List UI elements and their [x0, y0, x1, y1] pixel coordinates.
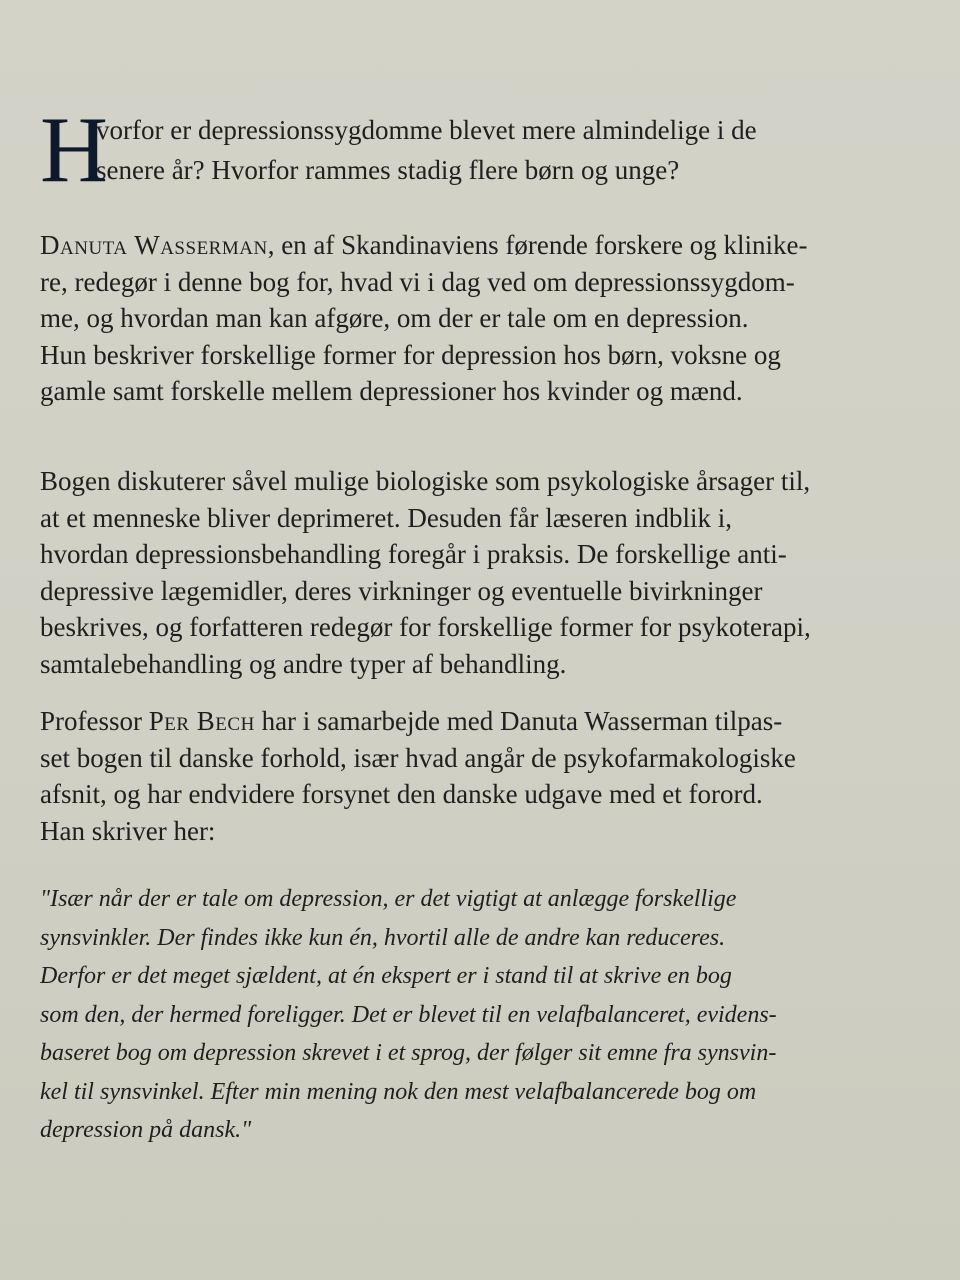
- intro-line: vorfor er depressionssygdomme blevet mere almindelige i de: [96, 115, 757, 145]
- content-paragraph: [40, 463, 930, 683]
- intro-line: senere år? Hvorfor rammes stadig flere børn og unge?: [96, 155, 680, 185]
- bech-paragraph-line: set bogen til danske forhold, især hvad angår de psykofarmakologiske: [40, 742, 796, 773]
- author-name: Danuta Wasserman: [40, 230, 268, 260]
- quote-line: som den, der hermed foreligger. Det er blevet til en velafbalanceret, evidens-: [40, 1001, 777, 1028]
- author-paragraph-line: Hun beskriver forskellige former for depression hos børn, voksne og: [40, 339, 781, 370]
- content-paragraph-line: Bogen diskuterer såvel mulige biologiske som psykologiske årsager til,: [40, 466, 811, 496]
- quote-paragraph: [40, 880, 930, 1150]
- bech-prefix: Professor: [40, 706, 149, 736]
- intro-paragraph: [40, 98, 930, 202]
- quote-line: depression på dansk.": [40, 1117, 252, 1143]
- author-paragraph-line: re, redegør i denne bog for, hvad vi i dag ved om depressionssygdom-: [40, 266, 795, 297]
- quote-line: "Især når der er tale om depression, er det vigtigt at anlægge forskellige: [40, 886, 737, 912]
- content-paragraph-line: beskrives, og forfatteren redegør for forskellige former for psykoterapi,: [40, 612, 811, 643]
- quote-line: kel til synsvinkel. Efter min mening nok den mest velafbalancerede bog om: [40, 1078, 757, 1105]
- bech-paragraph: [40, 703, 930, 849]
- bech-paragraph-line: afsnit, og har endvidere forsynet den danske udgave med et forord.: [40, 779, 763, 810]
- content-paragraph-line: depressive lægemidler, deres virkninger og eventuelle bivirkninger: [40, 575, 763, 606]
- content-paragraph-line: samtalebehandling og andre typer af behandling.: [40, 648, 567, 679]
- bech-line-rest: har i samarbejde med Danuta Wasserman tilpas-: [254, 706, 783, 736]
- bech-paragraph-line: Han skriver her:: [40, 815, 216, 846]
- author-paragraph-line: [40, 227, 930, 264]
- content-paragraph-line: hvordan depressionsbehandling foregår i praksis. De forskellige anti-: [40, 539, 787, 570]
- author-paragraph-line: gamle samt forskelle mellem depressioner hos kvinder og mænd.: [40, 376, 743, 407]
- quote-line: baseret bog om depression skrevet i et sprog, der følger sit emne fra synsvin-: [40, 1040, 777, 1066]
- quote-line: Derfor er det meget sjældent, at én ekspert er i stand til at skrive en bog: [40, 963, 732, 989]
- content-paragraph-line: at et menneske bliver deprimeret. Desuden får læseren indblik i,: [40, 502, 733, 533]
- author-line-rest: , en af Skandinaviens førende forskere og klinike-: [267, 230, 808, 260]
- drop-cap: H: [40, 98, 108, 202]
- author-paragraph-line: me, og hvordan man kan afgøre, om der er tale om en depression.: [40, 303, 749, 334]
- bech-name: Per Bech: [148, 706, 255, 736]
- quote-line: synsvinkler. Der findes ikke kun én, hvortil alle de andre kan reduceres.: [40, 924, 726, 951]
- bech-paragraph-line: [40, 703, 930, 740]
- author-paragraph: [40, 227, 930, 410]
